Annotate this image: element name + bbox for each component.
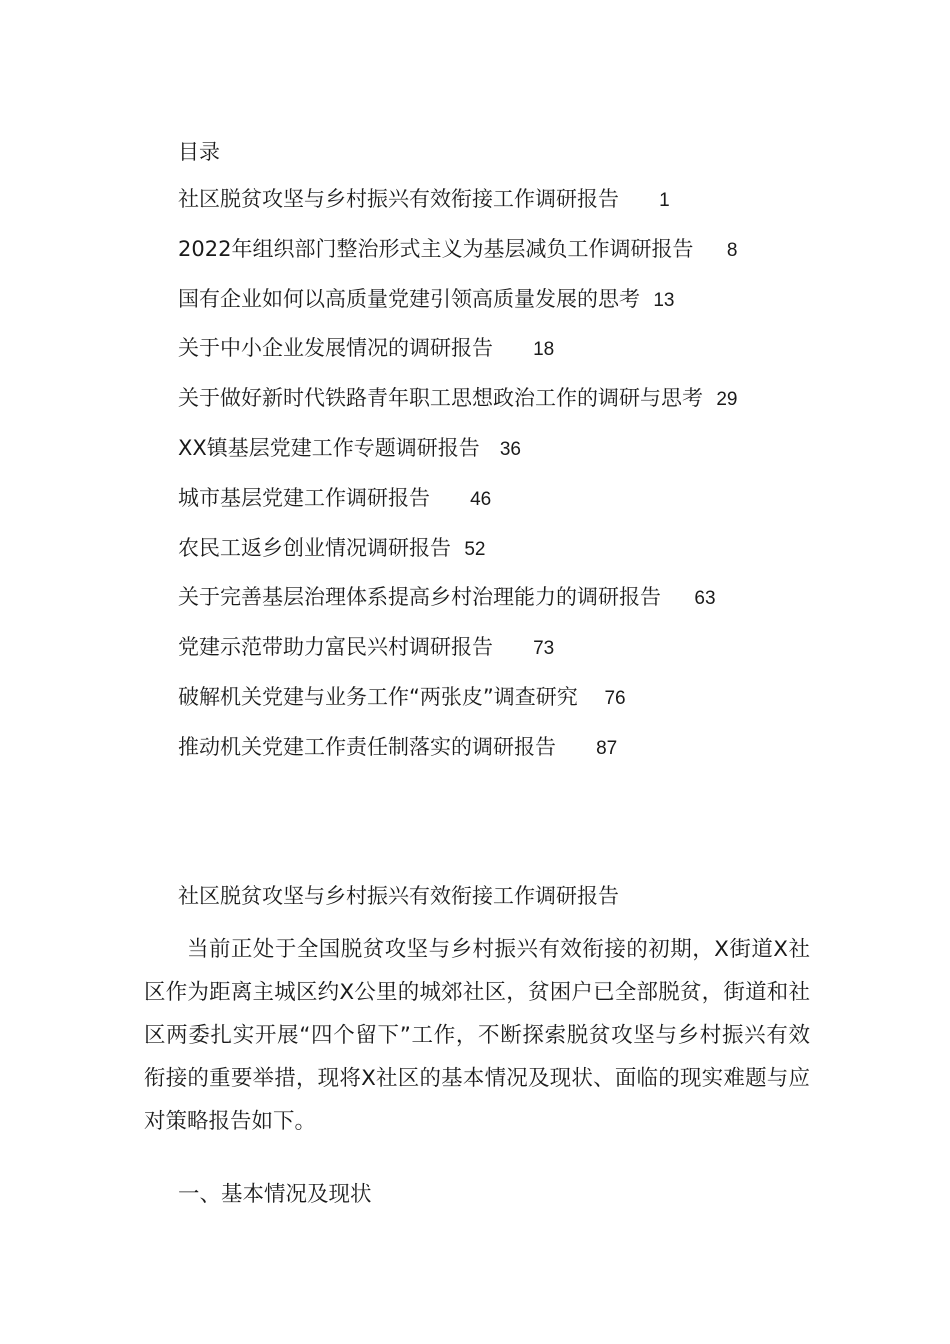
toc-item[interactable] — [178, 582, 738, 632]
toc-item[interactable] — [178, 333, 738, 383]
toc-item-title: 关于完善基层治理体系提高乡村治理能力的调研报告 — [178, 585, 661, 610]
toc-item-page: 18 — [533, 339, 555, 361]
toc-item-title: 社区脱贫攻坚与乡村振兴有效衔接工作调研报告 — [178, 187, 619, 211]
toc-item-page: 63 — [694, 588, 716, 610]
toc-item-title: 2022年组织部门整治形式主义为基层减负工作调研报告 — [178, 236, 694, 261]
toc-item[interactable] — [178, 533, 738, 583]
toc-item[interactable] — [178, 234, 738, 284]
toc-item-gap — [640, 287, 653, 311]
toc-item[interactable] — [178, 682, 738, 732]
toc-item-title: XX镇基层党建工作专题调研报告 — [178, 435, 480, 460]
section-heading: 一、基本情况及现状 — [178, 1182, 372, 1207]
toc-item-page: 87 — [596, 737, 618, 759]
toc-item[interactable] — [178, 184, 738, 234]
toc-item-title: 城市基层党建工作调研报告 — [178, 485, 430, 510]
toc-item-page: 8 — [726, 239, 738, 261]
toc-item-title: 农民工返乡创业情况调研报告 — [178, 535, 451, 560]
toc-item-page: 76 — [604, 687, 626, 709]
toc-title: 目录 — [178, 140, 220, 164]
toc-item-page: 36 — [499, 438, 521, 460]
toc-item-gap — [556, 735, 596, 759]
article-heading: 社区脱贫攻坚与乡村振兴有效衔接工作调研报告 — [178, 884, 619, 908]
toc-list — [178, 184, 738, 782]
toc-item-page: 46 — [470, 488, 492, 510]
toc-item[interactable] — [178, 383, 738, 433]
toc-item-gap — [578, 685, 605, 709]
toc-item-title: 推动机关党建工作责任制落实的调研报告 — [178, 734, 556, 759]
toc-item-title: 党建示范带助力富民兴村调研报告 — [178, 635, 493, 660]
toc-item[interactable] — [178, 433, 738, 483]
toc-item-gap — [493, 336, 533, 360]
toc-item-title: 国有企业如何以高质量党建引领高质量发展的思考 — [178, 286, 640, 311]
toc-item-gap — [703, 386, 716, 410]
toc-item-page: 29 — [716, 389, 738, 411]
toc-item-gap — [661, 585, 694, 609]
article-paragraph: 当前正处于全国脱贫攻坚与乡村振兴有效衔接的初期，X街道X社区作为距离主城区约X公里的城郊社区，贫困户已全部脱贫，街道和社区两委扎实开展“四个留下”工作，不断探索脱贫攻坚与乡村振兴有效衔接的重要举措，现将X社区的基本情况及现状、面临的现实难题与应对策略报告如下。 — [144, 937, 810, 1134]
toc-item-page: 1 — [659, 190, 670, 211]
toc-item-gap — [493, 635, 533, 659]
toc-item-gap — [430, 486, 470, 510]
toc-item[interactable] — [178, 284, 738, 334]
toc-item[interactable] — [178, 632, 738, 682]
toc-item-page: 13 — [653, 289, 675, 311]
toc-item-title: 关于做好新时代铁路青年职工思想政治工作的调研与思考 — [178, 386, 703, 411]
toc-item-page: 73 — [533, 638, 555, 660]
toc-item-page: 52 — [464, 538, 486, 560]
toc-item-gap — [693, 237, 726, 261]
toc-item-gap — [480, 436, 500, 460]
toc-item[interactable] — [178, 483, 738, 533]
toc-item-gap — [619, 187, 659, 211]
toc-item-title: 破解机关党建与业务工作“两张皮”调查研究 — [178, 684, 578, 709]
toc-item-gap — [451, 536, 464, 560]
toc-item[interactable] — [178, 732, 738, 782]
toc-item-title: 关于中小企业发展情况的调研报告 — [178, 336, 493, 361]
